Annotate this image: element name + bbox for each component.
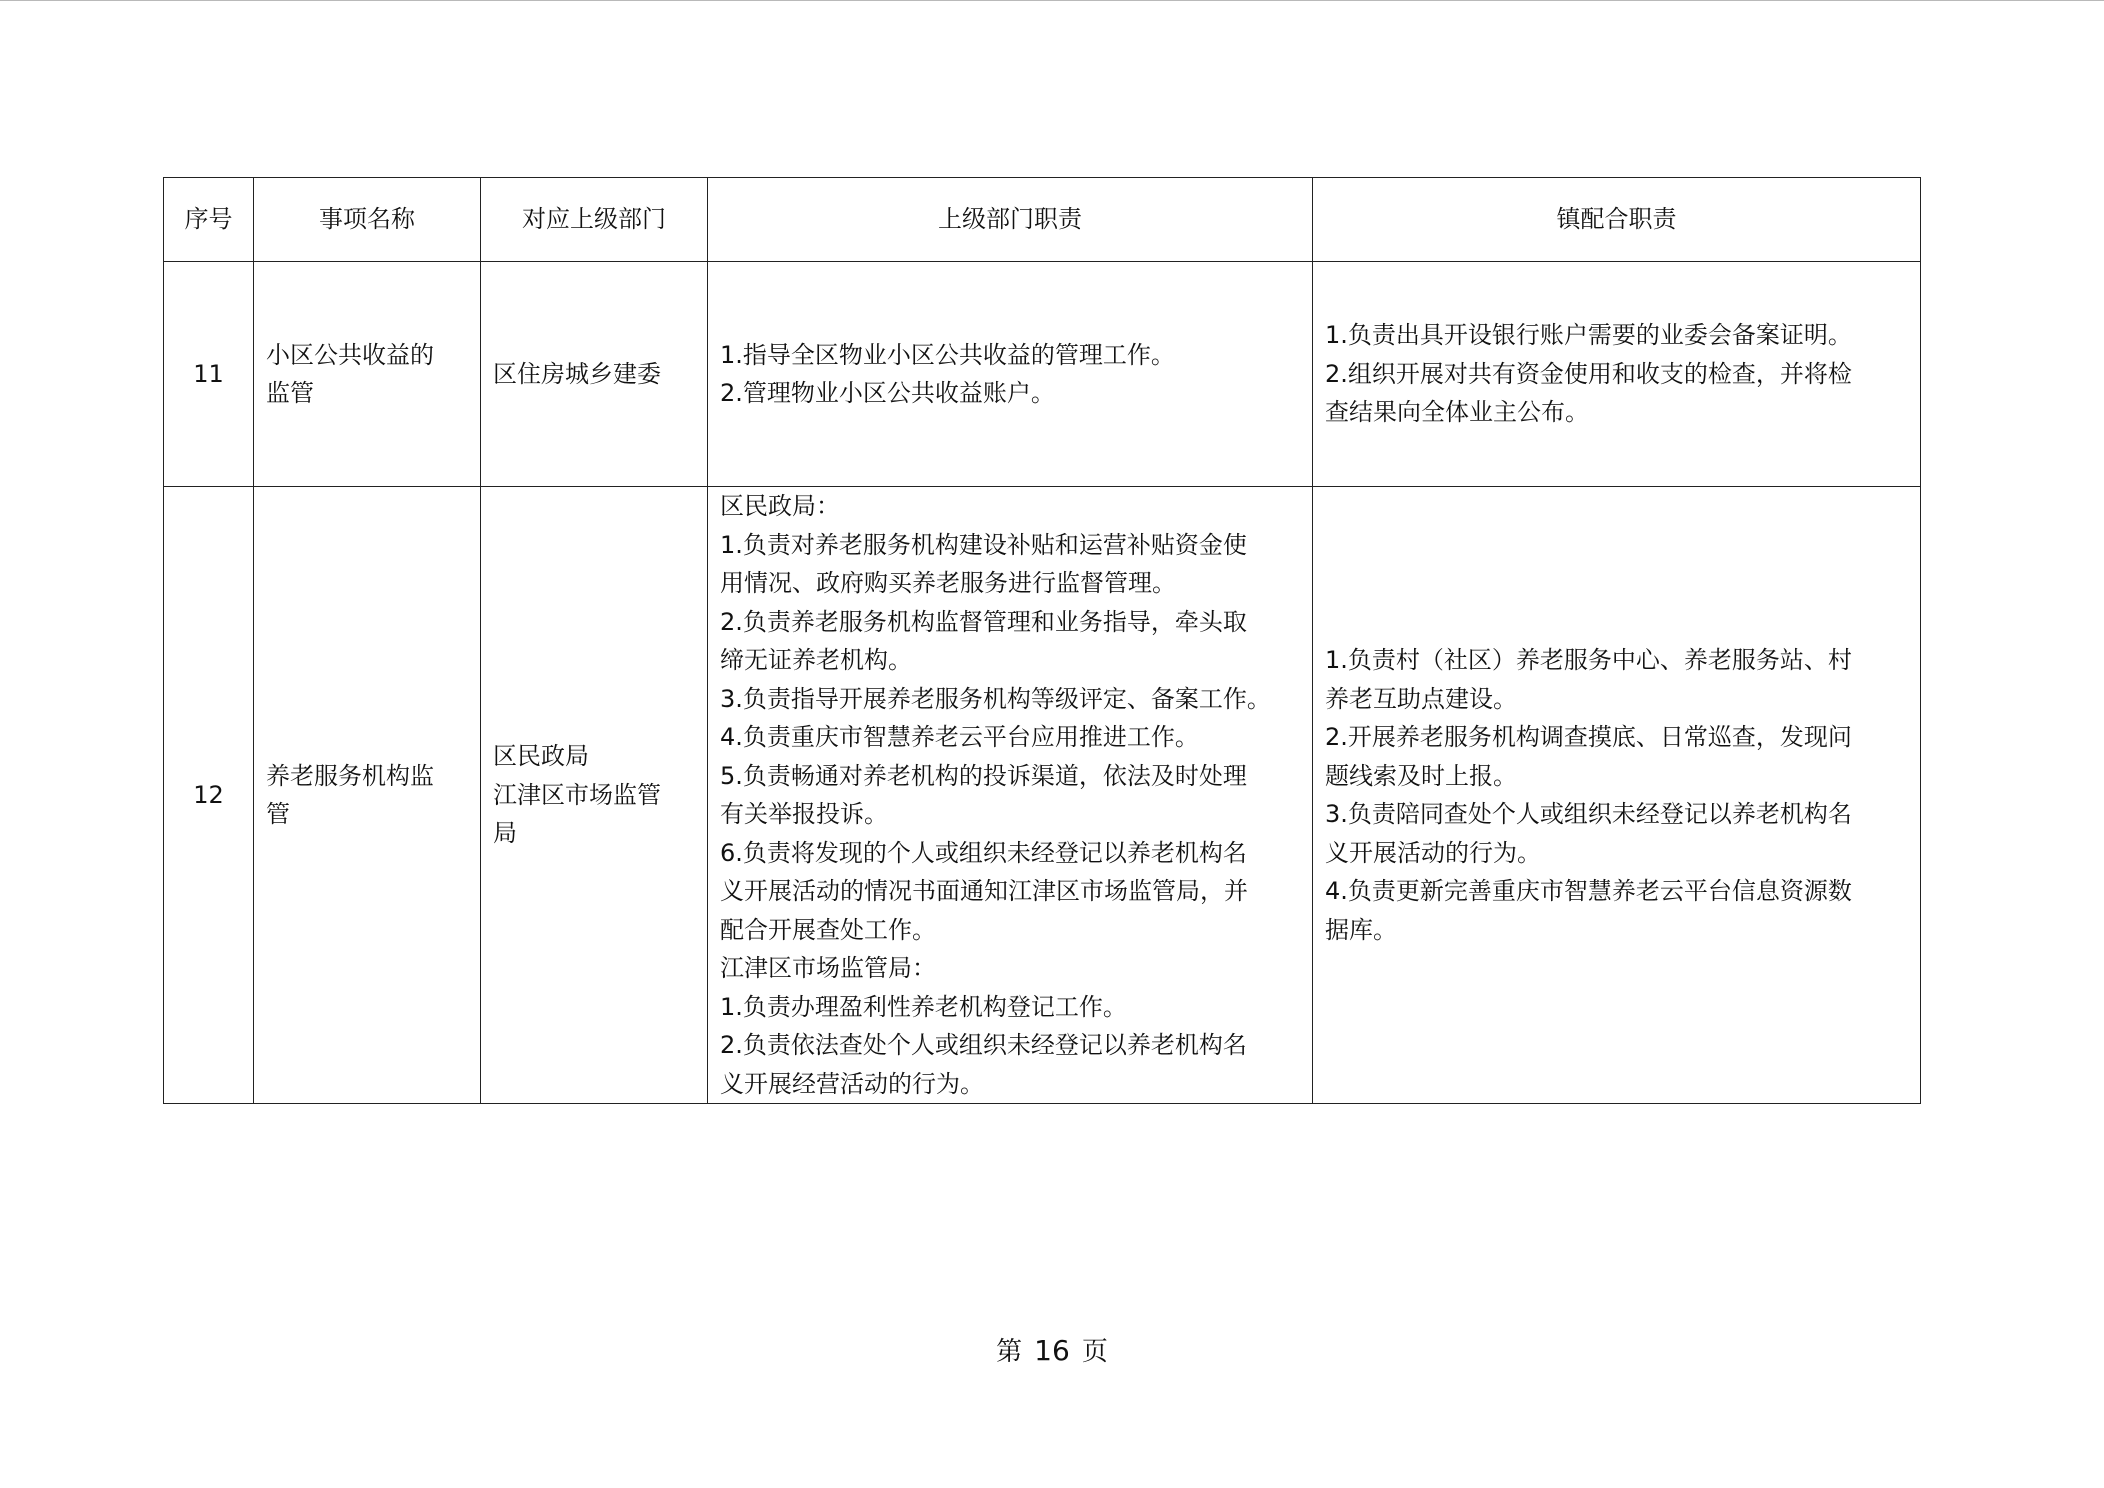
cell-line: 6.负责将发现的个人或组织未经登记以养老机构名 (720, 838, 1247, 867)
cell-line: 2.管理物业小区公共收益账户。 (720, 379, 1055, 407)
cell-line: 小区公共收益的 (266, 340, 434, 369)
cell-line: 区民政局 (493, 742, 589, 771)
upper-dept-cell (481, 487, 708, 1104)
cell-line: 管 (266, 800, 290, 828)
cell-line: 1.负责村（社区）养老服务中心、养老服务站、村 (1325, 646, 1852, 674)
header-upper-duty: 上级部门职责 (708, 178, 1313, 262)
town-duty-cell (1313, 487, 1921, 1104)
row-number: 11 (164, 262, 254, 487)
duty-table (163, 177, 1921, 1104)
cell-line: 5.负责畅通对养老机构的投诉渠道，依法及时处理 (720, 761, 1247, 790)
cell-line: 江津区市场监管局： (720, 954, 936, 982)
cell-line: 1.负责对养老服务机构建设补贴和运营补贴资金使 (720, 530, 1247, 559)
cell-line: 2.负责依法查处个人或组织未经登记以养老机构名 (720, 1031, 1247, 1059)
header-town-duty: 镇配合职责 (1313, 178, 1921, 262)
header-item-name: 事项名称 (254, 178, 481, 262)
cell-line: 局 (493, 819, 517, 848)
cell-line: 养老互助点建设。 (1325, 684, 1517, 713)
cell-line: 1.负责出具开设银行账户需要的业委会备案证明。 (1325, 321, 1852, 350)
cell-line: 义开展活动的行为。 (1325, 838, 1541, 867)
cell-line: 1.负责办理盈利性养老机构登记工作。 (720, 992, 1127, 1021)
cell-line: 用情况、政府购买养老服务进行监督管理。 (720, 569, 1176, 597)
page-suffix: 页 (1081, 1337, 1108, 1367)
cell-line: 有关举报投诉。 (720, 800, 888, 828)
item-name-cell (254, 262, 481, 487)
cell-line: 2.负责养老服务机构监督管理和业务指导，牵头取 (720, 607, 1247, 636)
cell-line: 2.组织开展对共有资金使用和收支的检查，并将检 (1325, 359, 1852, 388)
cell-line: 缔无证养老机构。 (720, 646, 912, 674)
cell-line: 题线索及时上报。 (1325, 761, 1517, 790)
cell-line: 据库。 (1325, 915, 1397, 944)
cell-line: 配合开展查处工作。 (720, 915, 936, 944)
cell-line: 4.负责更新完善重庆市智慧养老云平台信息资源数 (1325, 877, 1852, 905)
cell-line: 监管 (266, 379, 314, 407)
table-row (164, 262, 1921, 487)
cell-line: 区民政局： (720, 492, 840, 520)
header-upper-dept: 对应上级部门 (481, 178, 708, 262)
cell-line: 3.负责指导开展养老服务机构等级评定、备案工作。 (720, 684, 1271, 713)
cell-line: 4.负责重庆市智慧养老云平台应用推进工作。 (720, 723, 1199, 751)
upper-duty-cell (708, 487, 1313, 1104)
cell-line: 1.指导全区物业小区公共收益的管理工作。 (720, 340, 1175, 369)
cell-line: 3.负责陪同查处个人或组织未经登记以养老机构名 (1325, 800, 1852, 828)
upper-duty-cell (708, 262, 1313, 487)
page-number: 16 (1034, 1334, 1070, 1367)
table-row (164, 487, 1921, 1104)
cell-line: 江津区市场监管 (493, 780, 661, 809)
row-number: 12 (164, 487, 254, 1104)
cell-line: 区住房城乡建委 (493, 359, 661, 388)
cell-line: 养老服务机构监 (266, 761, 434, 790)
upper-dept-cell (481, 262, 708, 487)
page-top-rule (0, 0, 2104, 1)
town-duty-cell (1313, 262, 1921, 487)
cell-line: 义开展经营活动的行为。 (720, 1069, 984, 1098)
item-name-cell (254, 487, 481, 1104)
header-no: 序号 (164, 178, 254, 262)
cell-line: 义开展活动的情况书面通知江津区市场监管局，并 (720, 877, 1248, 905)
cell-line: 2.开展养老服务机构调查摸底、日常巡查，发现问 (1325, 723, 1852, 751)
page-prefix: 第 (996, 1337, 1023, 1367)
page-footer (0, 1333, 2104, 1370)
cell-line: 查结果向全体业主公布。 (1325, 398, 1589, 427)
table-header-row (164, 178, 1921, 262)
